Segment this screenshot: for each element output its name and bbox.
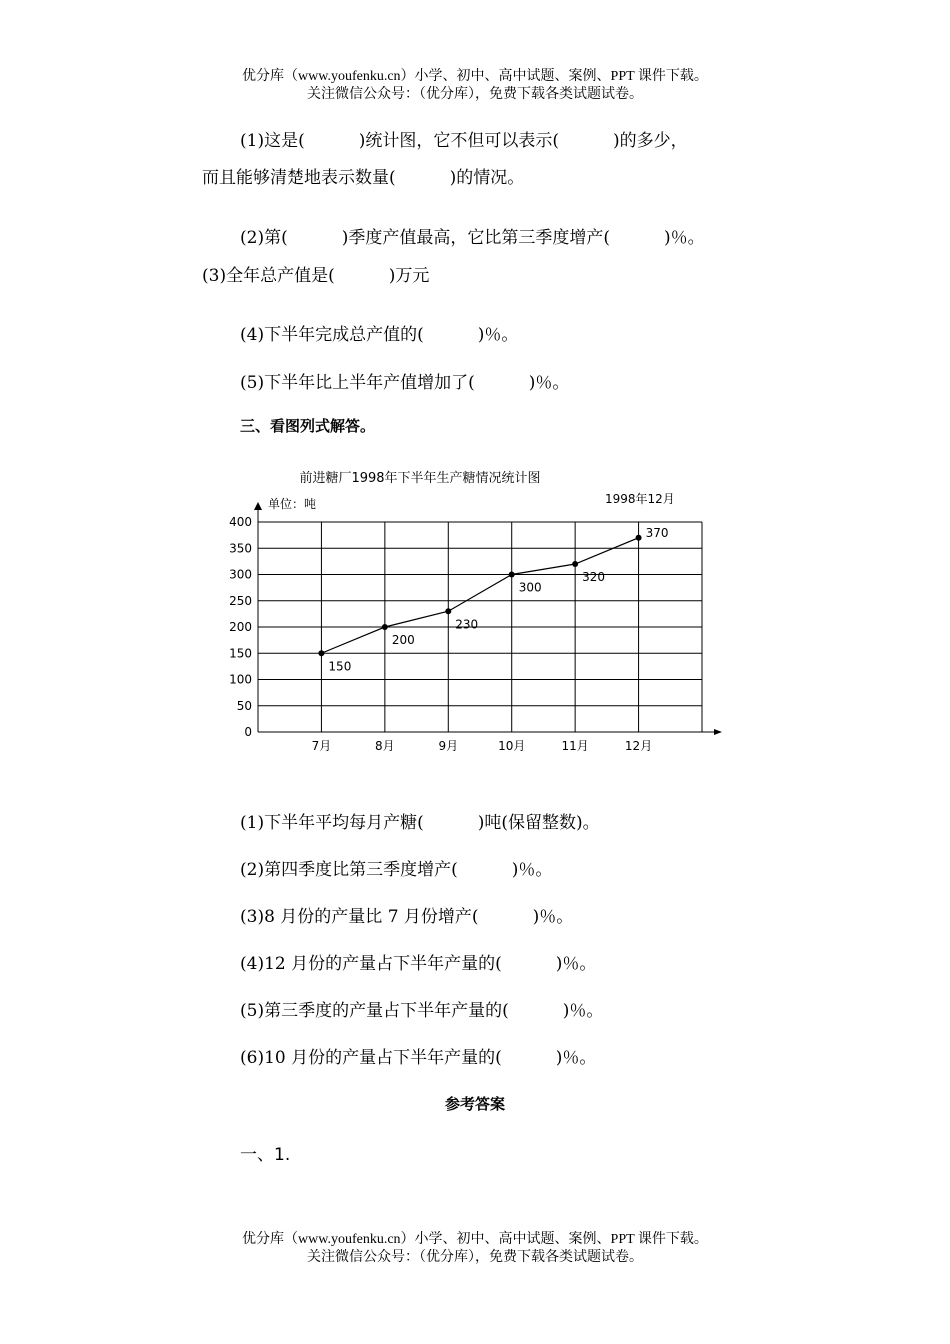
- chart-unit-label: 单位：吨: [268, 497, 317, 511]
- x-tick-label-8: 8月: [375, 739, 395, 753]
- data-point-11: [572, 561, 578, 567]
- question-3-3: (3)8 月份的产量比 7 月份增产( )％。: [240, 907, 574, 927]
- y-tick-label-350: 350: [229, 541, 252, 556]
- question-2-4: (4)下半年完成总产值的( )％。: [240, 325, 519, 345]
- header-line-1: 优分库（www.youfenku.cn）小学、初中、高中试题、案例、PPT 课件下载。: [242, 69, 708, 84]
- data-label-11: 320: [582, 570, 606, 584]
- data-point-7: [318, 650, 324, 656]
- y-tick-label-250: 250: [229, 593, 252, 608]
- y-tick-label-400: 400: [229, 515, 252, 529]
- x-tick-label-12: 12月: [624, 739, 653, 753]
- x-axis-arrow: [714, 729, 722, 735]
- chart-x-ticks: [312, 739, 653, 753]
- data-point-12: [636, 535, 642, 541]
- chart-y-ticks: [229, 515, 252, 739]
- y-tick-label-100: 100: [229, 672, 252, 687]
- chart-title: 前进糖厂1998年下半年生产糖情况统计图: [299, 471, 541, 486]
- y-tick-label-300: 300: [229, 567, 252, 582]
- data-label-9: 230: [455, 617, 479, 632]
- x-tick-label-10: 10月: [498, 739, 526, 753]
- question-2-2: (2)第( )季度产值最高，它比第三季度增产( )％。: [240, 228, 705, 248]
- data-label-10: 300: [518, 580, 542, 595]
- answers-first-line: 一、1.: [240, 1145, 291, 1165]
- series-line: [321, 538, 638, 654]
- y-tick-label-50: 50: [236, 698, 252, 713]
- question-2-5: (5)下半年比上半年产值增加了( )％。: [240, 373, 570, 393]
- x-tick-label-9: 9月: [438, 739, 459, 753]
- y-tick-label-200: 200: [229, 620, 252, 634]
- line-chart: [220, 460, 740, 760]
- x-tick-label-11: 11月: [561, 739, 589, 753]
- question-2-3: (3)全年总产值是( )万元: [202, 266, 430, 286]
- chart-date-label: 1998年12月: [605, 492, 675, 506]
- data-label-8: 200: [391, 633, 415, 647]
- question-2-1-line-2: 而且能够清楚地表示数量( )的情况。: [202, 168, 525, 188]
- footer-line-2: 关注微信公众号：（优分库），免费下载各类试题试卷。: [307, 1250, 643, 1265]
- question-3-4: (4)12 月份的产量占下半年产量的( )％。: [240, 954, 597, 974]
- question-3-6: (6)10 月份的产量占下半年产量的( )％。: [240, 1048, 597, 1068]
- data-point-9: [445, 608, 451, 614]
- question-3-2: (2)第四季度比第三季度增产( )％。: [240, 860, 553, 880]
- question-3-5: (5)第三季度的产量占下半年产量的( )％。: [240, 1001, 604, 1021]
- chart-series: [318, 535, 641, 657]
- header-line-2: 关注微信公众号：（优分库），免费下载各类试题试卷。: [307, 87, 643, 102]
- y-tick-label-150: 150: [229, 646, 252, 661]
- data-point-8: [382, 624, 388, 630]
- x-tick-label-7: 7月: [311, 739, 332, 753]
- question-3-1: (1)下半年平均每月产糖( )吨(保留整数)。: [240, 813, 600, 833]
- data-point-10: [509, 572, 515, 578]
- answers-heading: 参考答案: [444, 1095, 505, 1113]
- section-3-heading: 三、看图列式解答。: [240, 417, 376, 435]
- question-2-1-line-1: (1)这是( )统计图，它不但可以表示( )的多少，: [240, 131, 688, 151]
- footer-line-1: 优分库（www.youfenku.cn）小学、初中、高中试题、案例、PPT 课件下载。: [242, 1232, 708, 1247]
- data-label-12: 370: [645, 525, 669, 540]
- y-tick-label-0: 0: [244, 725, 252, 739]
- chart-grid: [258, 522, 702, 732]
- y-axis-arrow: [254, 502, 262, 510]
- data-label-7: 150: [328, 659, 352, 674]
